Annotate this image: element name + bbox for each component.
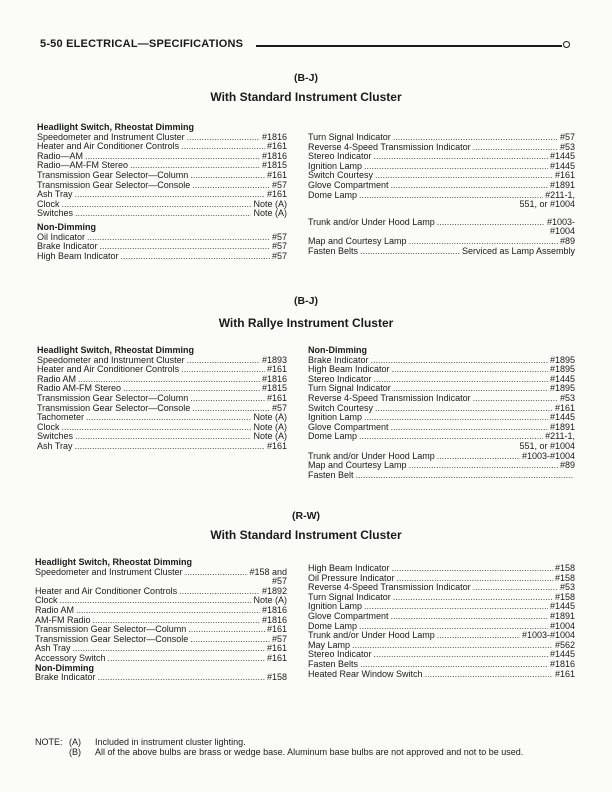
lamp-name: Ash Tray <box>35 644 71 654</box>
bulb-number: #1891 <box>549 422 575 432</box>
spec-row <box>35 673 287 683</box>
spec-row <box>308 247 575 257</box>
spec-row <box>308 375 575 385</box>
bulb-number: #1895 <box>549 355 575 365</box>
section-1-code: (B-J) <box>294 72 318 84</box>
note-text: Included in instrument cluster lighting. <box>95 737 246 747</box>
spec-row <box>37 233 287 243</box>
notes <box>35 737 575 757</box>
spec-row <box>308 394 575 404</box>
lamp-name: Transmission Gear Selector—Column <box>35 625 187 635</box>
spec-row <box>308 641 575 651</box>
dot-leader <box>392 564 553 574</box>
group-label: Headlight Switch, Rheostat Dimming <box>35 557 193 567</box>
bulb-number: #89 <box>559 461 575 471</box>
dot-leader <box>359 191 543 201</box>
dot-leader <box>87 233 270 243</box>
bulb-number: #1816 <box>261 605 287 615</box>
lamp-name: Trunk and/or Under Hood Lamp <box>308 451 435 461</box>
spec-row <box>37 242 287 252</box>
spec-row <box>37 133 287 143</box>
spec-row <box>35 596 287 606</box>
lamp-name: Heater and Air Conditioner Controls <box>35 586 178 596</box>
spec-row <box>308 162 575 172</box>
bulb-number: #161 <box>554 669 575 679</box>
lamp-name: Glove Compartment <box>308 611 389 621</box>
dot-leader <box>98 673 265 683</box>
bulb-number: #1895 <box>549 384 575 394</box>
section-1-left-column <box>37 123 287 261</box>
spec-row <box>35 635 287 645</box>
bulb-number: #1003- <box>546 217 575 227</box>
bulb-number: #1445 <box>549 650 575 660</box>
dot-leader <box>100 242 270 252</box>
dot-leader <box>76 606 260 616</box>
dot-leader <box>391 181 548 191</box>
spec-row <box>308 218 575 228</box>
lamp-name: Reverse 4-Speed Transmission Indicator <box>308 583 471 593</box>
spec-row <box>308 471 575 481</box>
lamp-name: Ignition Lamp <box>308 413 363 423</box>
dot-leader <box>85 152 260 162</box>
dot-leader <box>121 252 270 262</box>
bulb-number: #158 <box>266 673 287 683</box>
group-label: Non-Dimming <box>35 662 94 673</box>
dot-leader <box>75 190 265 200</box>
lamp-name: Glove Compartment <box>308 422 389 432</box>
spec-row <box>308 631 575 641</box>
lamp-name: Map and Courtesy Lamp <box>308 236 407 246</box>
spec-row <box>37 181 287 191</box>
dot-leader <box>409 461 558 471</box>
dot-leader <box>359 432 543 442</box>
bulb-number: #161 <box>266 653 287 663</box>
lamp-name: AM-FM Radio <box>35 615 91 625</box>
lamp-name: Glove Compartment <box>308 180 389 190</box>
bulb-number: Note (A) <box>253 432 287 442</box>
lamp-name: Oil Indicator <box>37 232 86 242</box>
lamp-name: Ash Tray <box>37 441 73 451</box>
lamp-name: Radio AM <box>35 605 75 615</box>
dot-leader <box>473 143 558 153</box>
section-2-right-column <box>308 346 575 480</box>
bulb-number: #158 and <box>249 567 287 577</box>
lamp-name: Transmission Gear Selector—Column <box>37 393 189 403</box>
dot-leader <box>75 432 251 442</box>
spec-row <box>308 670 575 680</box>
dot-leader <box>374 152 548 162</box>
lamp-name: Fasten Belts <box>308 659 359 669</box>
bulb-number: #211-1, <box>545 190 575 200</box>
spec-row <box>37 190 287 200</box>
dot-leader <box>391 423 548 433</box>
lamp-name: Dome Lamp <box>308 621 358 631</box>
dot-leader <box>374 650 548 660</box>
bulb-number: #211-1, <box>545 432 575 442</box>
spec-row <box>35 644 287 654</box>
bulb-number: #1445 <box>549 374 575 384</box>
bulb-number: #53 <box>559 142 575 152</box>
bulb-number: #158 <box>554 592 575 602</box>
note-b <box>35 747 575 757</box>
bulb-number: Serviced as Lamp Assembly <box>461 246 575 256</box>
dot-leader <box>437 631 520 641</box>
bulb-number: Note (A) <box>253 422 287 432</box>
lamp-name: Brake Indicator <box>35 673 96 683</box>
spec-row <box>37 356 287 366</box>
spec-row <box>37 432 287 442</box>
bulb-number: #161 <box>266 142 287 152</box>
lamp-name: High Beam Indicator <box>37 251 119 261</box>
lamp-name: Reverse 4-Speed Transmission Indicator <box>308 393 471 403</box>
spec-row <box>308 622 575 632</box>
lamp-name: Stereo Indicator <box>308 374 372 384</box>
spec-row <box>308 152 575 162</box>
bulb-number: #158 <box>554 564 575 573</box>
bulb-number: #1445 <box>549 161 575 171</box>
dot-leader <box>181 142 265 152</box>
spec-row <box>37 365 287 375</box>
lamp-name: Switches <box>37 432 74 442</box>
spec-row <box>35 625 287 635</box>
dot-leader <box>473 583 558 593</box>
dot-leader <box>352 641 553 651</box>
group-label: Headlight Switch, Rheostat Dimming <box>37 345 195 355</box>
dot-leader <box>60 596 252 606</box>
spec-row <box>308 660 575 670</box>
dot-leader <box>391 612 548 622</box>
dot-leader <box>75 442 265 452</box>
dot-leader <box>93 616 260 626</box>
spec-row <box>308 461 575 471</box>
spec-row <box>37 442 287 452</box>
dot-leader <box>190 394 265 404</box>
dot-leader <box>393 593 553 603</box>
spec-row <box>308 452 575 462</box>
bulb-number: #1003-#1004 <box>521 631 575 641</box>
section-2-left-column <box>37 346 287 452</box>
spec-row <box>308 237 575 247</box>
dot-leader <box>78 375 260 385</box>
bulb-number: #1445 <box>549 152 575 162</box>
spec-row <box>308 181 575 191</box>
lamp-name: Heated Rear Window Switch <box>308 669 423 679</box>
section-2-title: With Rallye Instrument Cluster <box>218 316 394 330</box>
bulb-number: #1445 <box>549 602 575 612</box>
bulb-number: #1816 <box>261 132 287 142</box>
dot-leader <box>371 356 548 366</box>
lamp-name: Ignition Lamp <box>308 602 363 612</box>
bulb-number: #161 <box>266 644 287 654</box>
header-text: 5-50 ELECTRICAL—SPECIFICATIONS <box>40 38 244 50</box>
spec-row <box>308 612 575 622</box>
bulb-number: #1815 <box>261 161 287 171</box>
bulb-number: #1815 <box>261 384 287 394</box>
lamp-name: Radio AM <box>37 374 77 384</box>
dot-leader <box>185 568 248 578</box>
dot-leader <box>62 423 252 433</box>
dot-leader <box>187 133 260 143</box>
spec-row <box>37 413 287 423</box>
lamp-name: Trunk and/or Under Hood Lamp <box>308 631 435 641</box>
lamp-name: Map and Courtesy Lamp <box>308 461 407 471</box>
lamp-name: Accessory Switch <box>35 653 106 663</box>
spec-row <box>308 133 575 143</box>
dot-leader <box>181 365 265 375</box>
bulb-number: #1445 <box>549 413 575 423</box>
group-label: Headlight Switch, Rheostat Dimming <box>37 122 195 132</box>
bulb-number: Note (A) <box>253 596 287 606</box>
bulb-number: #161 <box>266 393 287 403</box>
group-label: Non-Dimming <box>37 221 96 232</box>
bulb-number: #1004 <box>549 621 575 631</box>
section-3-right-column <box>308 560 575 679</box>
lamp-name: Speedometer and Instrument Cluster <box>37 355 185 365</box>
dot-leader <box>123 384 260 394</box>
lamp-name: Dome Lamp <box>308 190 358 200</box>
bulb-number: #57 <box>271 403 287 413</box>
note-letter: (A) <box>69 737 81 747</box>
lamp-name: Stereo Indicator <box>308 650 372 660</box>
dot-leader <box>360 660 548 670</box>
spec-row <box>37 152 287 162</box>
spec-row <box>37 252 287 262</box>
bulb-number: #161 <box>554 403 575 413</box>
dot-leader <box>130 161 260 171</box>
lamp-name: Radio—AM <box>37 151 84 161</box>
spec-row <box>308 574 575 584</box>
dot-leader <box>192 181 270 191</box>
lamp-name: Radio AM-FM Stereo <box>37 384 122 394</box>
spec-row <box>35 606 287 616</box>
bulb-number: #1816 <box>261 615 287 625</box>
dot-leader <box>192 404 270 414</box>
dot-leader <box>73 644 265 654</box>
spec-row <box>308 384 575 394</box>
spec-row <box>308 365 575 375</box>
lamp-name: Transmission Gear Selector—Console <box>37 180 191 190</box>
bulb-number-continued: #1004 <box>549 226 575 237</box>
spec-row <box>37 394 287 404</box>
lamp-name: Heater and Air Conditioner Controls <box>37 365 180 375</box>
lamp-name: Switch Courtesy <box>308 171 374 181</box>
dot-leader <box>473 394 558 404</box>
bulb-number: #161 <box>554 171 575 181</box>
dot-leader <box>364 162 548 172</box>
spec-row <box>37 404 287 414</box>
dot-leader <box>375 404 553 414</box>
lamp-name: Trunk and/or Under Hood Lamp <box>308 217 435 227</box>
spec-row <box>308 650 575 660</box>
dot-leader <box>86 413 251 423</box>
bulb-number: #161 <box>266 625 287 635</box>
spec-row <box>308 583 575 593</box>
bulb-number: #57 <box>271 634 287 644</box>
dot-leader <box>374 375 548 385</box>
dot-leader <box>375 171 553 181</box>
bulb-number: #1816 <box>261 374 287 384</box>
bulb-number: #161 <box>266 365 287 375</box>
lamp-name: Reverse 4-Speed Transmission Indicator <box>308 142 471 152</box>
bulb-number-continued: 551, or #1004 <box>519 440 575 451</box>
lamp-name: Transmission Gear Selector—Console <box>37 403 191 413</box>
lamp-name: Brake Indicator <box>308 355 369 365</box>
spec-row <box>37 161 287 171</box>
dot-leader <box>190 171 265 181</box>
bulb-number: #57 <box>271 232 287 242</box>
lamp-name: Oil Pressure Indicator <box>308 573 395 583</box>
bulb-number-continued: 551, or #1004 <box>519 199 575 210</box>
lamp-name: Speedometer and Instrument Cluster <box>35 567 183 577</box>
dot-leader <box>397 574 553 584</box>
bulb-number: #57 <box>271 180 287 190</box>
dot-leader <box>190 635 270 645</box>
lamp-name: Stereo Indicator <box>308 152 372 162</box>
lamp-name: Clock <box>37 199 60 209</box>
lamp-name: Fasten Belt <box>308 470 354 480</box>
spec-row <box>37 423 287 433</box>
note-text: All of the above bulbs are brass or wedge base. Aluminum base bulbs are not approved and not to be used. <box>95 747 524 757</box>
spec-row <box>37 209 287 219</box>
bulb-number: #1892 <box>261 586 287 596</box>
spec-row <box>37 384 287 394</box>
spec-row <box>35 587 287 597</box>
dot-leader <box>437 218 545 228</box>
dot-leader <box>364 602 548 612</box>
dot-leader <box>393 133 558 143</box>
bulb-number: #1893 <box>261 355 287 365</box>
lamp-name: Fasten Belts <box>308 246 359 256</box>
section-3-code: (R-W) <box>292 510 320 522</box>
spec-row <box>308 404 575 414</box>
spec-row <box>37 142 287 152</box>
spec-row <box>37 375 287 385</box>
section-2-code: (B-J) <box>294 295 318 307</box>
bulb-number: Note (A) <box>253 413 287 423</box>
dot-leader <box>187 356 260 366</box>
spec-row <box>308 593 575 603</box>
lamp-name: Switch Courtesy <box>308 403 374 413</box>
lamp-name: Switches <box>37 209 74 219</box>
lamp-name: High Beam Indicator <box>308 365 390 375</box>
bulb-number: #161 <box>266 441 287 451</box>
dot-leader <box>393 384 548 394</box>
lamp-name: Tachometer <box>37 413 85 423</box>
bulb-number: #1816 <box>261 151 287 161</box>
lamp-name: Transmission Gear Selector—Column <box>37 170 189 180</box>
bulb-number: #562 <box>554 640 575 650</box>
bulb-number: #1891 <box>549 611 575 621</box>
lamp-name: High Beam Indicator <box>308 564 390 573</box>
section-3-title: With Standard Instrument Cluster <box>210 528 402 542</box>
spec-row <box>308 356 575 366</box>
lamp-name: Clock <box>35 596 58 606</box>
bulb-number: #57 <box>271 251 287 261</box>
lamp-name: May Lamp <box>308 640 351 650</box>
dot-leader <box>437 452 520 462</box>
lamp-name: Dome Lamp <box>308 432 358 442</box>
bulb-number: #161 <box>266 190 287 200</box>
section-3-left-column <box>35 558 287 683</box>
spec-row <box>37 171 287 181</box>
spec-row <box>308 564 575 574</box>
dot-leader <box>409 237 558 247</box>
lamp-name: Turn Signal Indicator <box>308 384 391 394</box>
dot-leader <box>364 413 548 423</box>
bulb-number: #1003-#1004 <box>521 451 575 461</box>
dot-leader <box>108 654 265 664</box>
bulb-number: #158 <box>554 573 575 583</box>
bulb-number: Note (A) <box>253 209 287 219</box>
header-rule-end <box>563 41 570 48</box>
dot-leader <box>179 587 260 597</box>
dot-leader <box>356 471 573 481</box>
spec-row <box>308 602 575 612</box>
dot-leader <box>359 622 548 632</box>
dot-leader <box>425 670 553 680</box>
section-1-right-column <box>308 133 575 256</box>
dot-leader <box>392 365 548 375</box>
bulb-number: #57 <box>271 242 287 252</box>
dot-leader <box>62 200 252 210</box>
lamp-name: Speedometer and Instrument Cluster <box>37 132 185 142</box>
group-label: Non-Dimming <box>308 345 367 355</box>
bulb-number: #1891 <box>549 180 575 190</box>
bulb-number: #161 <box>266 170 287 180</box>
spec-row <box>35 616 287 626</box>
bulb-number: #1816 <box>549 659 575 669</box>
lamp-name: Ash Tray <box>37 190 73 200</box>
lamp-name: Radio—AM-FM Stereo <box>37 161 129 171</box>
dot-leader <box>188 625 265 635</box>
bulb-number: #53 <box>559 393 575 403</box>
spec-row <box>37 200 287 210</box>
lamp-name: Turn Signal Indicator <box>308 133 391 142</box>
header-rule <box>256 45 562 47</box>
bulb-number: Note (A) <box>253 199 287 209</box>
lamp-name: Ignition Lamp <box>308 161 363 171</box>
lamp-name: Heater and Air Conditioner Controls <box>37 142 180 152</box>
bulb-number: #53 <box>559 583 575 593</box>
dot-leader <box>75 209 251 219</box>
note-a <box>35 737 575 747</box>
bulb-number: #89 <box>559 236 575 246</box>
spec-row <box>35 568 287 578</box>
page-header <box>40 38 570 52</box>
note-letter: (B) <box>69 747 81 757</box>
dot-leader <box>360 247 460 257</box>
lamp-name: Brake Indicator <box>37 242 98 252</box>
lamp-name: Turn Signal Indicator <box>308 592 391 602</box>
bulb-number-continued: #57 <box>271 576 287 587</box>
spec-row <box>308 171 575 181</box>
spec-row <box>308 423 575 433</box>
spec-row <box>308 143 575 153</box>
bulb-number: #57 <box>559 133 575 142</box>
lamp-name: Clock <box>37 422 60 432</box>
lamp-name: Transmission Gear Selector—Console <box>35 634 189 644</box>
spec-row <box>308 413 575 423</box>
bulb-number: #1895 <box>549 365 575 375</box>
note-prefix: NOTE: <box>35 737 63 747</box>
section-1-title: With Standard Instrument Cluster <box>210 90 402 104</box>
